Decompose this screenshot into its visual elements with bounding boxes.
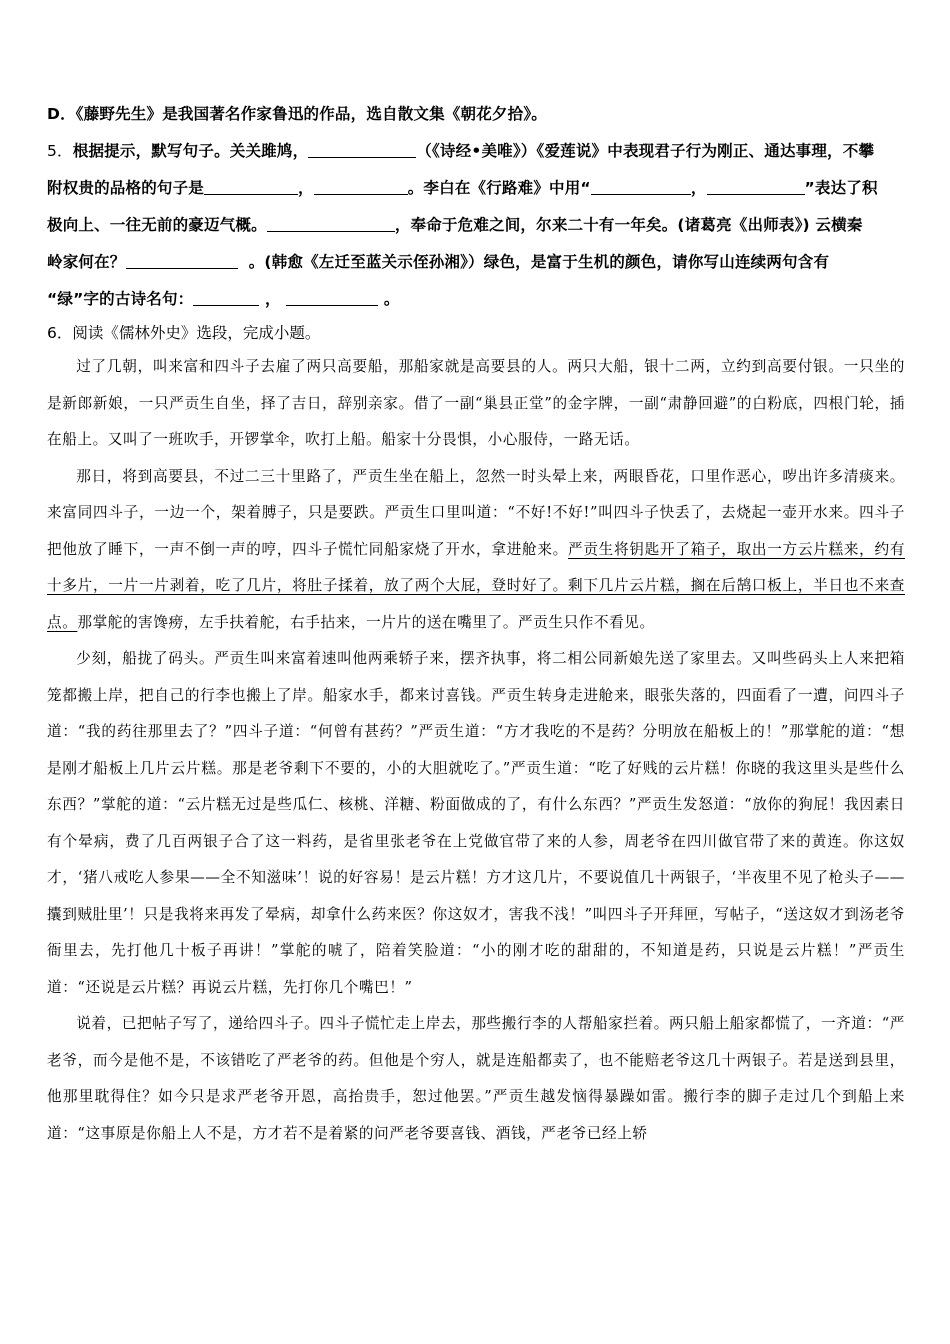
passage-paragraph-2 [47,459,905,642]
answer-blank-8[interactable] [193,287,259,306]
reading-passage [47,349,905,1152]
q5-text-4: ， [298,179,314,197]
q5-text-9: ，奉命于危难之间，尔来二十有一年矣。(诸葛亮《出师表》) 云横秦 [394,216,863,234]
q5-text-7: ”表达了积 [804,179,878,197]
q5-number: 5． [47,142,73,160]
q5-text-6: ， [690,179,707,197]
q5-text-3: 附权贵的品格的句子是 [47,179,205,197]
answer-blank-2[interactable] [204,176,298,195]
answer-blank-9[interactable] [286,287,378,306]
passage-paragraph-2-end: 那掌舵的害馋痨，左手扶着舵，右手拈来，一片片的送在嘴里了。严贡生只作不看见。 [77,613,655,631]
passage-paragraph-4: 说着，已把帖子写了，递给四斗子。四斗子慌忙走上岸去，那些搬行李的人帮船家拦着。两只船上船家都慌了，一齐道：“严老爷，而今是他不是，不该错吃了严老爷的药。但他是个穷人，就是连船都卖了，也不能赔老爷这几十两银子。若是送到县里，他那里耽得住？如今只是求严老爷开恩，高抬贵手，恕过他罢。”严贡生越发恼得暴躁如雷。搬行李的脚子走过几个到船上来道：“这事原是你船上人不是，方才若不是着紧的问严老爷要喜钱、酒钱，严老爷已经上轿 [47,1015,905,1142]
passage-paragraph-3: 少刻，船拢了码头。严贡生叫来富着速叫他两乘轿子来，摆齐执事，将二相公同新娘先送了家里去。又叫些码头上人来把箱笼都搬上岸，把自己的行李也搬上了岸。船家水手，都来讨喜钱。严贡生转身走进舱来，眼张失落的，四面看了一遭，问四斗子道：“我的药往那里去了？”四斗子道：“何曾有甚药？”严贡生道：“方才我吃的不是药？分明放在船板上的！”那掌舵的道：“想是刚才船板上几片云片糕。那是老爷剩下不要的，小的大胆就吃了。”严贡生道：“吃了好贱的云片糕！你晓的我这里头是些什么东西？”掌舵的道：“云片糕无过是些瓜仁、核桃、洋糖、粉面做成的了，有什么东西？”严贡生发怒道：“放你的狗屁！我因素日有个晕病，费了几百两银子合了这一料药，是省里张老爷在上党做官带了来的人参，周老爷在四川做官带了来的黄连。你这奴才，‘猪八戒吃人参果——全不知滋味’！说的好容易！是云片糕！方才这几片，不要说值几十两银子，‘半夜里不见了枪头子——攮到贼肚里’！只是我将来再发了晕病，却拿什么药来医？你这奴才，害我不浅！”叫四斗子开拜匣，写帖子，“送这奴才到汤老爷衙里去，先打他几十板子再讲！”掌舵的唬了，陪着笑脸道：“小的刚才吃的甜甜的，不知道是药，只说是云片糕！”严贡生道：“还说是云片糕？再说云片糕，先打你几个嘴巴！” [47,650,905,996]
q5-text-2: （《诗经•美唯》）《爱莲说》中表现君子行为刚正、通达事理，不攀 [416,142,875,160]
answer-blank-3[interactable] [314,176,408,195]
passage-paragraph-2-start: 那日，将到高要县，不过二三十里路了，严贡生坐在船上，忽然一时头晕上来，两眼昏花，口里作恶心，哕出许多清痰来。来富同四斗子，一边一个，架着膊子，只是要跌。严贡生口里叫道：“不好!不好!”叫四斗子快丢了，去烧起一壶开水来。四斗子把他放了睡下，一声不倒一声的哼，四斗子慌忙同船家烧了开水，拿进舱来。 [47,467,905,558]
answer-blank-4[interactable] [591,176,691,195]
question-5 [47,133,905,318]
answer-blank-6[interactable] [267,213,395,232]
answer-blank-1[interactable] [308,139,416,158]
q4-option-d: D．《藤野先生》是我国著名作家鲁迅的作品，选自散文集《朝花夕拾》。 [47,105,547,123]
answer-blank-7[interactable] [126,250,238,269]
exam-content [47,96,905,1152]
q5-text-5: 。李白在《行路难》中用“ [407,179,591,197]
q5-text-8: 极向上、一往无前的豪迈气概。 [47,216,267,234]
q5-text-11: 。(韩愈《左迁至蓝关示侄孙湘》）绿色，是富于生机的颜色，请你写山连续两句含有 [248,253,830,271]
q5-text-12: “绿”字的古诗名句： [47,290,194,308]
q5-text-10: 岭家何在？ [47,253,126,271]
q5-text-1: 根据提示，默写句子。关关雎鸠， [72,142,309,160]
answer-blank-5[interactable] [707,176,805,195]
q5-text-13: ， [264,290,281,308]
passage-paragraph-1: 过了几朝，叫来富和四斗子去雇了两只高要船，那船家就是高要县的人。两只大船，银十二两，立约到高要付银。一只坐的是新郎新娘，一只严贡生自坐，择了吉日，辞别亲家。借了一副“巢县正堂”的金字牌，一副“肃静回避”的白粉底，四根门轮，插在船上。又叫了一班吹手，开锣掌伞，吹打上船。船家十分畏惧，小心服侍，一路无话。 [47,358,905,448]
underlined-sentence: 严贡生将钥匙开了箱子，取出一方云片糕来，约有十多片，一片一片剥着，吃了几片，将肚子揉着，放了两个大屁，登时好了。剩下几片云片糕，搁在后鹄口板上，半日也不来查点。 [47,540,906,631]
q5-text-14: 。 [383,290,400,308]
question-6-title: 6．阅读《儒林外史》选段，完成小题。 [47,324,321,342]
